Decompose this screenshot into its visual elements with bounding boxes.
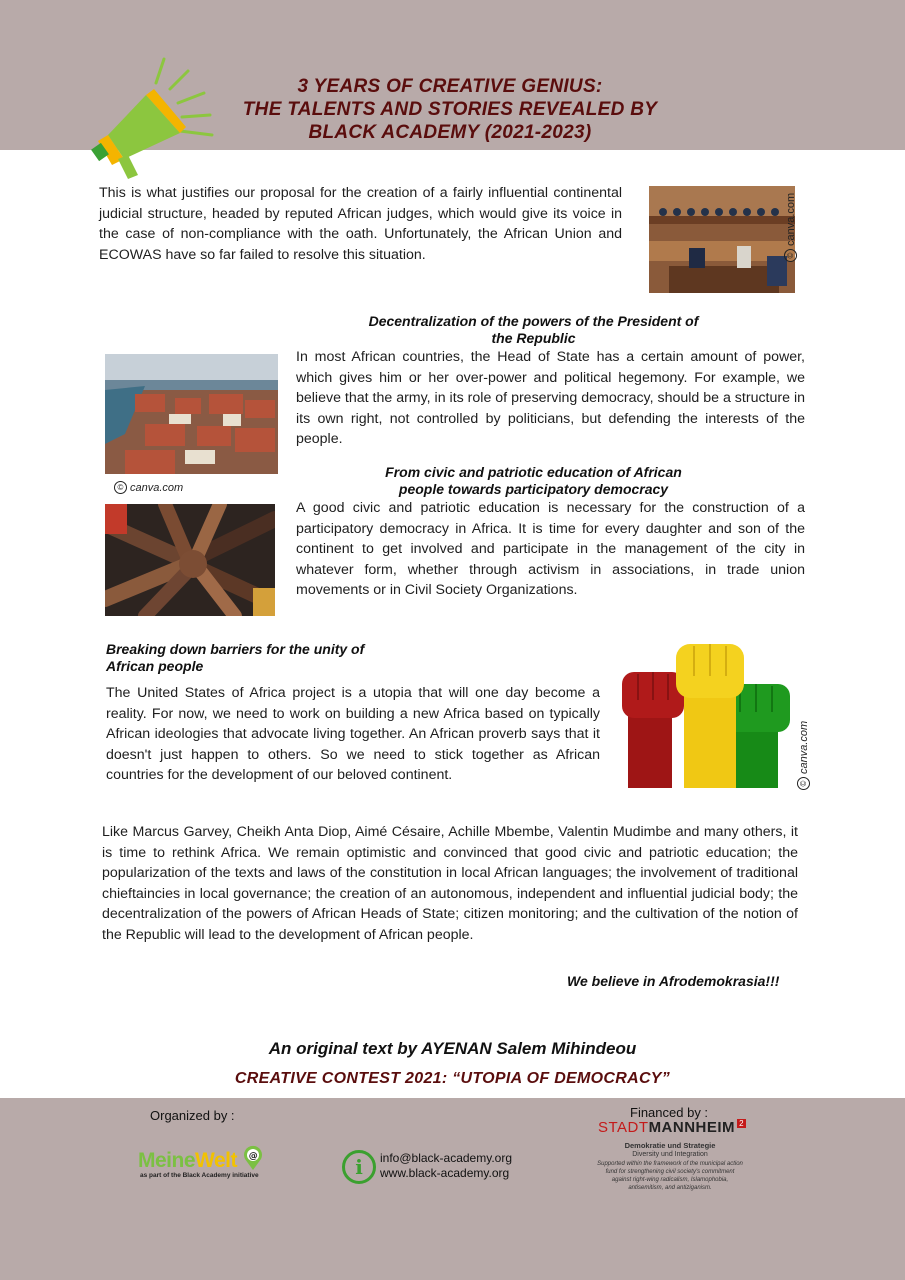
at-pin-icon bbox=[242, 1145, 264, 1171]
credit-text: canva.com bbox=[784, 192, 797, 246]
funder-note bbox=[580, 1160, 760, 1192]
funder-note-line: Supported within the framework of the municipal action bbox=[597, 1161, 743, 1167]
email-link[interactable]: info@black-academy.org bbox=[380, 1151, 513, 1165]
barriers-heading bbox=[106, 641, 426, 674]
contest-line: CREATIVE CONTEST 2021: “UTOPIA OF DEMOCRACY” bbox=[234, 1070, 671, 1087]
svg-text:@: @ bbox=[249, 1151, 258, 1162]
funder-note-line: fund for strengthening civil society's commitment bbox=[605, 1169, 735, 1175]
heading-line: African people bbox=[106, 657, 204, 674]
organized-label: Organized by : bbox=[150, 1108, 235, 1123]
page-title bbox=[200, 75, 700, 144]
city-credit bbox=[114, 481, 183, 494]
decentralization-heading bbox=[336, 313, 731, 346]
credit-text: canva.com bbox=[130, 481, 184, 494]
conclusion-paragraph: Like Marcus Garvey, Cheikh Anta Diop, Aimé Césaire, Achille Mbembe, Valentin Mudimbe and many others, it is time to rethink Africa. We remain optimistic and convinced that good civic and patriotic education; the popularization of the texts and laws of the constitution in local African languages; the involvement of traditional chieftaincies in local governance; the creation of an autonomous, independent and influential judicial body; the decentralization of the powers of African Heads of State; citizen monitoring; and the cultivation of the notion of the Republic will lead to the development of African people. bbox=[102, 824, 798, 943]
title-line-1: 3 YEARS OF CREATIVE GENIUS: bbox=[297, 76, 603, 97]
decentralization-paragraph: In most African countries, the Head of State has a certain amount of power, which gives him or her over-power and political hegemony. For example, we believe that the army, in its role of preserving democracy, should be a structure in its own right, not controlled by politicians, but defending the interests of the people. bbox=[296, 349, 805, 448]
heading-line: people towards participatory democracy bbox=[398, 480, 669, 497]
footer-band bbox=[0, 1098, 905, 1280]
heading-line: the Republic bbox=[491, 329, 576, 346]
mannheim-logo bbox=[598, 1119, 746, 1136]
civic-heading bbox=[336, 464, 731, 497]
website-link[interactable]: www.black-academy.org bbox=[380, 1166, 510, 1180]
copyright-icon: © bbox=[797, 777, 810, 790]
copyright-icon: © bbox=[114, 481, 127, 494]
heading-line: Breaking down barriers for the unity of bbox=[106, 641, 365, 657]
title-line-2: THE TALENTS AND STORIES REVEALED BY bbox=[242, 99, 658, 120]
logo-part: Welt bbox=[195, 1149, 237, 1172]
fists-credit bbox=[797, 721, 810, 790]
raised-fists-illustration bbox=[620, 640, 798, 790]
logo-part: STADT bbox=[598, 1119, 649, 1136]
intro-paragraph: This is what justifies our proposal for the creation of a fairly influential continental judicial structure, headed by reputed African judges, which would give its voice in the case of non-compliance with the oath. Unfortunately, the African Union and ECOWAS have so far failed to resolve this situation. bbox=[99, 185, 622, 263]
logo-part: Meine bbox=[138, 1149, 196, 1172]
courtroom-credit bbox=[784, 193, 797, 262]
funder-dept: Diversity und Integration bbox=[632, 1151, 708, 1158]
civic-paragraph: A good civic and patriotic education is necessary for the construction of a participatory democracy in Africa. It is time for every daughter and son of the continent to get involved and participate in the management of the city in whatever form, whether through activism in associations, in trade union movements or in Civil Society Organizations. bbox=[296, 500, 805, 599]
org-logo-subtitle: as part of the Black Academy initiative bbox=[140, 1172, 259, 1179]
courtroom-photo bbox=[649, 186, 795, 293]
heading-line: From civic and patriotic education of African bbox=[385, 464, 682, 480]
title-line-3: BLACK ACADEMY (2021-2023) bbox=[308, 122, 592, 143]
author-line: An original text by AYENAN Salem Mihindeou bbox=[268, 1039, 637, 1058]
info-icon: i bbox=[342, 1150, 376, 1184]
funder-note-line: antisemitism, and antiziganism. bbox=[628, 1185, 712, 1191]
city-rooftops-photo bbox=[105, 354, 278, 474]
funder-note-line: against right-wing radicalism, Islamophobia, bbox=[611, 1177, 729, 1183]
heading-line: Decentralization of the powers of the President of bbox=[368, 313, 699, 329]
stacked-hands-photo bbox=[105, 504, 275, 616]
copyright-icon: © bbox=[784, 249, 797, 262]
barriers-paragraph: The United States of Africa project is a utopia that will one day become a reality. For now, we need to work on building a new Africa based on typically African ideologies that advocate living together. An African proverb says that it doesn't just happen to others. So we need to stick together as African countries for the development of our beloved continent. bbox=[106, 685, 600, 784]
meinewelt-logo bbox=[138, 1145, 264, 1173]
financed-label: Financed by : bbox=[630, 1105, 709, 1120]
funder-dept: Demokratie und Strategie bbox=[624, 1141, 716, 1150]
signature: We believe in Afrodemokrasia!!! bbox=[567, 973, 780, 989]
credit-text: canva.com bbox=[797, 720, 810, 774]
logo-superscript: 2 bbox=[737, 1119, 746, 1128]
logo-part: MANNHEIM bbox=[648, 1119, 736, 1136]
